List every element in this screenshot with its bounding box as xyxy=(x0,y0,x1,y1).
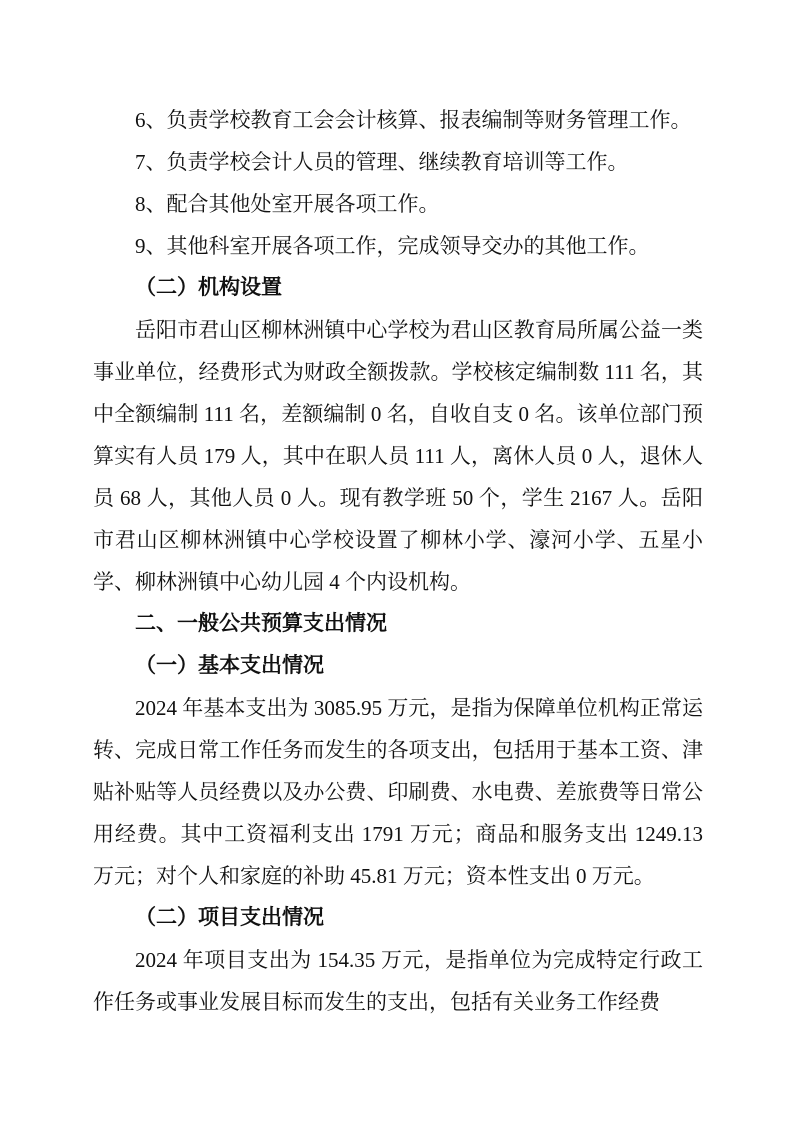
heading-general-public-budget-expenditure: 二、一般公共预算支出情况 xyxy=(135,612,387,635)
heading-basic-expenditure: （一）基本支出情况 xyxy=(135,654,324,677)
para-organization-overview: 岳阳市君山区柳林洲镇中心学校为君山区教育局所属公益一类事业单位，经费形式为财政全额拨款。学校核定编制数 111 名，其中全额编制 111 名，差额编制 0 名，自收自支 0 名。该单位部门预算实有人员 179 人，其中在职人员 111 人，离休人员 0 人，退休人员 68 人，其他人员 0 人。现有教学班 50 个，学生 2167 人。岳阳市君山区柳林洲镇中心学校设置了柳林小学、濠河小学、五星小学、柳林洲镇中心幼儿园 4 个内设机构。 xyxy=(93,318,703,594)
heading-organization-setup: （二）机构设置 xyxy=(135,276,282,299)
para-project-expenditure: 2024 年项目支出为 154.35 万元，是指单位为完成特定行政工作任务或事业发展目标而发生的支出，包括有关业务工作经费 xyxy=(93,948,703,1014)
list-item-duty-6: 6、负责学校教育工会会计核算、报表编制等财务管理工作。 xyxy=(135,108,692,132)
heading-project-expenditure: （二）项目支出情况 xyxy=(135,906,324,929)
list-item-duty-9: 9、其他科室开展各项工作，完成领导交办的其他工作。 xyxy=(135,234,650,258)
para-basic-expenditure: 2024 年基本支出为 3085.95 万元，是指为保障单位机构正常运转、完成日常工作任务而发生的各项支出，包括用于基本工资、津贴补贴等人员经费以及办公费、印刷费、水电费、差旅费等日常公用经费。其中工资福利支出 1791 万元；商品和服务支出 1249.13 万元；对个人和家庭的补助 45.81 万元；资本性支出 0 万元。 xyxy=(93,696,703,888)
list-item-duty-8: 8、配合其他处室开展各项工作。 xyxy=(135,192,440,216)
document-body xyxy=(93,99,703,1023)
list-item-duty-7: 7、负责学校会计人员的管理、继续教育培训等工作。 xyxy=(135,150,629,174)
